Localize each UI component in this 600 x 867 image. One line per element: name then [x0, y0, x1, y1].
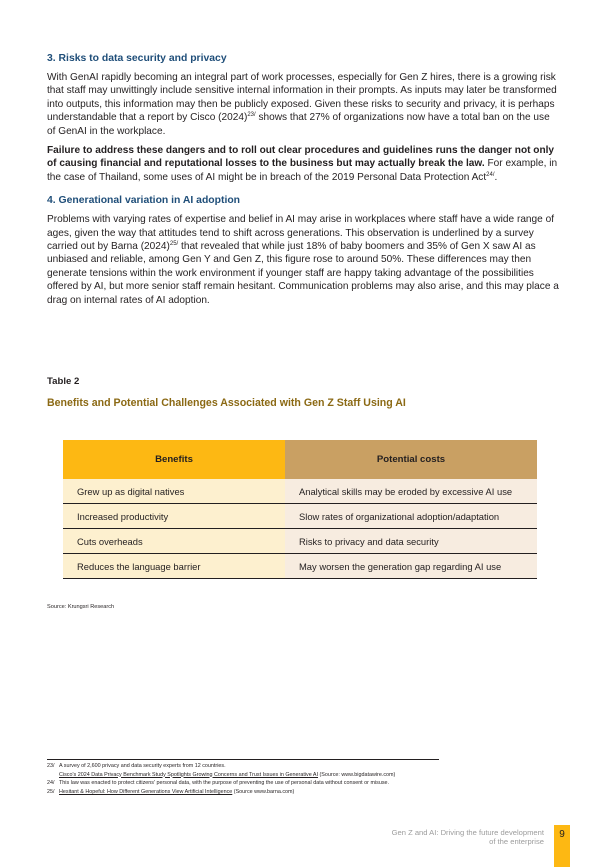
section-3-heading: 3. Risks to data security and privacy: [47, 53, 227, 64]
footnote-23-link[interactable]: Cisco's 2024 Data Privacy Benchmark Study Spotlights Growing Concerns and Trust Issues in Generative AI: [59, 771, 319, 778]
page-number: 9: [559, 829, 565, 840]
footnote-number: 23/: [47, 763, 55, 769]
footnote-ref-25[interactable]: 25/: [169, 241, 179, 248]
header-benefits: Benefits: [63, 440, 285, 479]
footnote-25-link[interactable]: Hesitant & Hopeful: How Different Generations View Artificial Intelligence: [59, 788, 233, 795]
section-3-paragraph-2: Failure to address these dangers and to roll out clear procedures and guidelines runs the danger not only of causing financial and reputational losses to the business but may actually break the law. For example, in the case of Thailand, some uses of AI might be in breach of the 2019 Personal Data Protection Act$^{24/}$.: [47, 145, 558, 183]
table-header-row: [63, 440, 537, 479]
cost-cell: Analytical skills may be eroded by excessive AI use: [285, 479, 537, 504]
footnote-number: 25/: [47, 788, 55, 795]
main-content: [47, 52, 559, 313]
header-potential-costs: Potential costs: [285, 440, 537, 479]
footnote-divider: [47, 759, 439, 760]
table-row: [63, 504, 537, 529]
footnote-25: 25/ Hesitant & Hopeful: How Different Generations View Artificial Intelligence (Source www.barna.com): [47, 788, 295, 795]
table-label: Table 2: [47, 376, 80, 387]
table-row: [63, 479, 537, 504]
benefit-cell: Increased productivity: [63, 504, 285, 529]
footnote-ref-24[interactable]: 24/: [486, 171, 495, 178]
footnote-ref-23[interactable]: 23/: [247, 112, 256, 119]
benefit-cell: Cuts overheads: [63, 529, 285, 554]
benefits-costs-table: [63, 440, 537, 579]
footnote-number: 24/: [47, 780, 55, 787]
footer-title: Gen Z and AI: Driving the future development of the enterprise: [391, 828, 544, 847]
table-row: [63, 529, 537, 554]
section-4-paragraph-1: Problems with varying rates of expertise and belief in AI may arise in workplaces where staff have a wide range of ages, given the way that attitudes tend to shift across generations. This observation is underlined by a survey carried out by Barna $(2024)^{25/}$ that revealed that while just 18% of baby boomers and 35% of Gen X saw AI as unbiased and reliable, among Gen Y and Gen Z, this figure rose to around 50%. These differences may then generate tensions within the work environment if younger staff are happy taking advantage of the possibilities offered by AI, but more senior staff remain hesitant. Communication problems may also arise, and this may place a drag on internal rates of AI adoption.: [47, 214, 559, 306]
cost-cell: Risks to privacy and data security: [285, 529, 537, 554]
benefit-cell: Reduces the language barrier: [63, 554, 285, 579]
benefit-cell: Grew up as digital natives: [63, 479, 285, 504]
cost-cell: Slow rates of organizational adoption/adaptation: [285, 504, 537, 529]
table-source: Source: Krungsri Research: [47, 604, 115, 610]
table-title: Benefits and Potential Challenges Associated with Gen Z Staff Using AI: [47, 397, 406, 409]
cost-cell: May worsen the generation gap regarding AI use: [285, 554, 537, 579]
section-4-heading: 4. Generational variation in AI adoption: [47, 195, 241, 207]
footnotes: [47, 762, 395, 796]
table-row: [63, 554, 537, 579]
footnote-23: 23/ A survey of 2,600 privacy and data security experts from 12 countries. Cisco's 2024 Data Privacy Benchmark Study Spotlights Growing Concerns and Trust Issues in Generative AI (Source: www.bigdatawire.com): [47, 763, 396, 778]
section-3-paragraph-1: With GenAI rapidly becoming an integral part of work processes, especially for Gen Z hires, there is a growing risk that staff may unwittingly include sensitive internal information in their prompts. As inputs may later be transformed into outputs, this information may then be publicly exposed. Given these risks to security and privacy, it is perhaps understandable that a report by Cisco $(2024)^{23/}$ shows that 27% of organizations now have a total ban on the use of GenAI in the workplace.: [47, 72, 557, 137]
footnote-24: 24/ This law was enacted to protect citizens' personal data, with the purpose of preventing the use of personal data without consent or misuse.: [47, 780, 390, 787]
